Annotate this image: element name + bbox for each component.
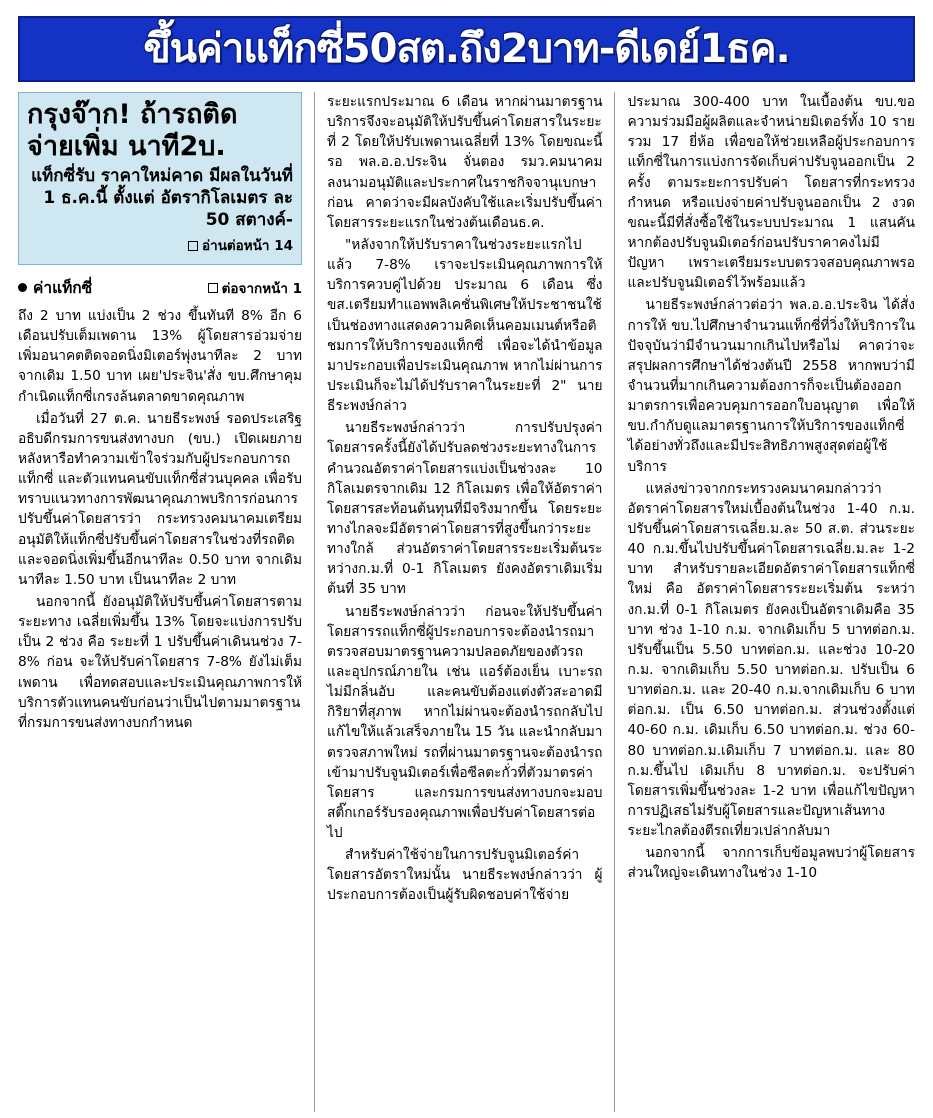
lead-continued-label: อ่านต่อหน้า 14 [202, 238, 293, 254]
paragraph: ระยะแรกประมาณ 6 เดือน หากผ่านมาตรฐานบริการจึงจะอนุมัติให้ปรับขึ้นค่าโดยสารในระยะที่ 2 โดยให้ปรับเพดานเฉลี่ยที่ 13% โดยขณะนี้รอ พล.อ.อ.ประจิน จั่นตอง รมว.คมนาคม ลงนามอนุมัติและประกาศในราชกิจจานุเบกษาก่อน คาดว่าจะมีผลบังคับใช้และเริ่มปรับขึ้นค่าโดยสารระยะแรกในช่วงต้นเดือนธ.ค. [327, 94, 603, 231]
column-3 [614, 92, 914, 1112]
lead-subhead: แท็กซี่รับ ราคาใหม่คาด มีผลในวันที่ 1 ธ.ค.นี้ ตั้งแต่ อัตรากิโลเมตร ละ 50 สตางค์- [31, 165, 293, 230]
paragraph: นอกจากนี้ ยังอนุมัติให้ปรับขึ้นค่าโดยสารตามระยะทาง เฉลี่ยเพิ่มขึ้น 13% โดยจะแบ่งการปรับเป็น 2 ช่วง คือ ระยะที่ 1 ปรับขึ้นค่าเดินนช่วง 7-8% ก่อน จะให้ปรับค่าโดยสาร 7-8% ยังไม่เต็มเพดาน เพื่อทดสอบและประเมินคุณภาพการให้บริการตัวแทนคนขับก่อนว่าเป็นไปตามมาตรฐานที่กรมการขนส่งทางบกกำหนด [18, 593, 302, 731]
paragraph: เมื่อวันที่ 27 ต.ค. นายธีระพงษ์ รอดประเสริฐ อธิบดีกรมการขนส่งทางบก (ขบ.) เปิดเผยภายหลังหารือทำความเข้าใจร่วมกับผู้ประกอบการถแท็กซี่ และตัวแทนคนขับแท็กซี่ส่วนบุคคล เพื่อรับทราบแนวทางการพัฒนาคุณภาพบริการก่อนการปรับขึ้นค่าโดยสารว่า กระทรวงคมนาคมเตรียมอนุมัติให้แท็กซี่ปรับขึ้นค่าโดยสารในช่วงที่รถติดและจอดนิ่งเพิ่มขึ้นอีกนาทีละ 0.50 บาท จากเดิมนาทีละ 1.50 บาท เป็นนาทีละ 2 บาท [18, 410, 302, 588]
article-columns [14, 92, 919, 1112]
column-2 [314, 92, 614, 1112]
dot-bullet-icon [18, 283, 27, 292]
paragraph: นอกจากนี้ จากการเก็บข้อมูลพบว่าผู้โดยสารส่วนใหญ่จะเดินทางในช่วง 1-10 [627, 845, 915, 882]
paragraph: ประมาณ 300-400 บาท ในเบื้องต้น ขบ.ขอความร่วมมือผู้ผลิตและจำหน่ายมิเตอร์ทั้ง 10 ราย รวม 17 ยี่ห้อ เพื่อขอให้ช่วยเหลือผู้ประกอบการแท็กซี่ในการแบ่งการจัดเก็บค่าปรับจูนออกเป็น 2 ครั้ง ตามระยะการปรับค่า โดยสารที่กระทรวงกำหนด หรือแบ่งจ่ายค่าปรับจูนออกเป็น 2 งวด ขณะนี้มีที่สั่งซื้อใช้ในระบบประมาณ 1 แสนคัน หากต้องปรับจูนมิเตอร์ก่อนปรับราคาคงไม่มีปัญหา เพราะเตรียมระบบตรวจสอบคุณภาพรอ และปรับจูนมิเตอร์ไว้พร้อมแล้ว [627, 94, 915, 292]
masthead-banner [18, 16, 915, 82]
square-bullet-icon [208, 283, 218, 293]
lead-headline: กรุงจ๊าก! ถ้ารถติด จ่ายเพิ่ม นาที2บ. [27, 99, 238, 162]
paragraph: นายธีระพงษ์กล่าวว่า การปรับปรุงค่าโดยสารครั้งนี้ยังได้ปรับลดช่วงระยะทางในการคำนวณอัตราค่าโดยสารแบ่งเป็นช่วงละ 10 กิโลเมตรจากเดิม 12 กิโลเมตร เพื่อให้อัตราค่าโดยสารสะท้อนต้นทุนที่มีจริงมากขึ้น โดยระยะทางไกลจะมีอัตราค่าโดยสารที่สูงขึ้นกว่าระยะทางใกล้ ส่วนอัตราค่าโดยสารระยะเริ่มต้นระหว่างก.ม.ที่ 0-1 กิโลเมตร ยังคงอัตราเดิมเริ่มต้นที่ 35 บาท [327, 420, 603, 598]
paragraph: ถึง 2 บาท แบ่งเป็น 2 ช่วง ขึ้นทันที 8% อีก 6 เดือนปรับเต็มเพดาน 13% ผู้โดยสารอ่วมจ่ายเพิ่มอนาคตติดจอดนิ่งมิเตอร์พุ่งนาทีละ 2 บาท จากเดิม 1.50 บาท เผย'ประจิน'สั่ง ขบ.ศึกษาคุมกำเนิดแท็กซี่เกรงล้นตลาดขาดคุณภาพ [18, 308, 302, 405]
section-jump [208, 277, 302, 299]
square-bullet-icon [188, 241, 198, 251]
lead-continued [27, 234, 293, 256]
masthead-headline: ขึ้นค่าแท็กซี่50สต.ถึง2บาท-ดีเดย์1ธค. [143, 26, 790, 72]
paragraph: แหล่งข่าวจากกระทรวงคมนาคมกล่าวว่า อัตราค่าโดยสารใหม่เบื้องต้นในช่วง 1-40 ก.ม. ปรับขึ้นค่าโดยสารเฉลี่ย.ม.ละ 50 ส.ต. ส่วนระยะ 40 ก.ม.ขึ้นไปปรับขึ้นค่าโดยสารเฉลี่ย.ม.ละ 1-2 บาท สำหรับรายละเอียดอัตราค่าโดยสารแท็กซี่ใหม่ คือ อัตราค่าโดยสารระยะเริ่มต้น ระหว่างก.ม.ที่ 0-1 กิโลเมตร ยังคงเป็นอัตราเดิมคือ 35 บาท ช่วง 1-10 ก.ม. จากเดิมเก็บ 5 บาทต่อก.ม. ปรับขึ้นเป็น 5.50 บาทต่อก.ม. และช่วง 10-20 ก.ม. จากเดิมเก็บ 5.50 บาทต่อก.ม. ปรับเป็น 6 บาทต่อก.ม. และ 20-40 ก.ม.จากเดิมเก็บ 6 บาทต่อก.ม. เป็น 6.50 บาทต่อก.ม. ส่วนช่วงตั้งแต่ 40-60 ก.ม. เดิมเก็บ 6.50 บาทต่อก.ม. ช่วง 60-80 บาทต่อก.ม.เดิมเก็บ 7 บาทต่อก.ม. และ 80 ก.ม.ขึ้นไป เดิมเก็บ 8 บาทต่อก.ม. จะปรับค่าโดยสารเพิ่มขึ้นช่วงละ 1-2 บาท เพื่อแก้ไขปัญหาการปฏิเสธไม่รับผู้โดยสารและปัญหาเส้นทางระยะไกลต้องตีรถเที่ยวเปล่ากลับมา [627, 480, 915, 840]
paragraph: "หลังจากให้ปรับราคาในช่วงระยะแรกไปแล้ว 7-8% เราจะประเมินคุณภาพการให้บริการควบคู่ไปด้วย ประมาณ 6 เดือน ซึ่ง ขส.เตรียมทำแอพพลิเคชั่นพิเศษให้ประชาชนใช้เป็นช่องทางแสดงความคิดเห็นคอมเมนต์หรือติชมการให้บริการของแท็กซี่ เพื่อจะได้นำข้อมูลมาประกอบเพื่อประเมินคุณภาพ หากไม่ผ่านการประเมินก็จะไม่ได้ปรับราคาในระยะที่ 2" นายธีระพงษ์กล่าว [327, 236, 603, 415]
section-header [18, 275, 302, 300]
section-title: ค่าแท็กซี่ [33, 279, 93, 297]
paragraph: นายธีระพงษ์กล่าวต่อว่า พล.อ.อ.ประจิน ได้สั่งการให้ ขบ.ไปศึกษาจำนวนแท็กซี่ที่วิ่งให้บริการในปัจจุบันว่ามีจำนวนมากเกินไปหรือไม่ คาดว่าจะสรุปผลการศึกษาได้ช่วงต้นปี 2558 หากพบว่ามีจำนวนที่มากเกินความต้องการก็จะเป็นต้องออกมาตรการเพื่อควบคุมการออกใบอนุญาต เพื่อให้ ขบ.กำกับดูแลมาตรฐานการให้บริการของแท็กซี่ได้อย่างทั่วถึงและมีประสิทธิภาพสูงสุดต่อผู้ใช้บริการ [627, 297, 915, 475]
paragraph: สำหรับค่าใช้จ่ายในการปรับจูนมิเตอร์ค่าโดยสารอัตราใหม่นั้น นายธีระพงษ์กล่าวว่า ผู้ประกอบการต้องเป็นผู้รับผิดชอบค่าใช้จ่าย [327, 847, 603, 904]
paragraph: นายธีระพงษ์กล่าวว่า ก่อนจะให้ปรับขึ้นค่าโดยสารรถแท็กซี่ผู้ประกอบการจะต้องนำรถมาตรวจสอบมาตรฐานความปลอดภัยของตัวรถและอุปกรณ์ภายใน เช่น แอร์ต้องเย็น เบาะรถไม่มีกลิ่นอับ และคนขับต้องแต่งตัวสะอาดมีกิริยาที่สุภาพ หากไม่ผ่านจะต้องนำรถกลับไปแก้ไขให้แล้วเสร็จภายใน 15 วัน และนำกลับมาตรวจสภาพใหม่ รถที่ผ่านมาตรฐานจะต้องนำรถเข้ามาปรับจูนมิเตอร์เพื่อซีลตะกั่วที่ตัวมาตรค่าโดยสาร และกรมการขนส่งทางบกจะมอบสติ๊กเกอร์รับรองคุณภาพเพื่อปรับค่าโดยสารต่อไป [327, 603, 603, 842]
section-jump-label: ต่อจากหน้า 1 [221, 280, 302, 297]
lead-box [18, 92, 302, 265]
column-1 [18, 92, 314, 1112]
